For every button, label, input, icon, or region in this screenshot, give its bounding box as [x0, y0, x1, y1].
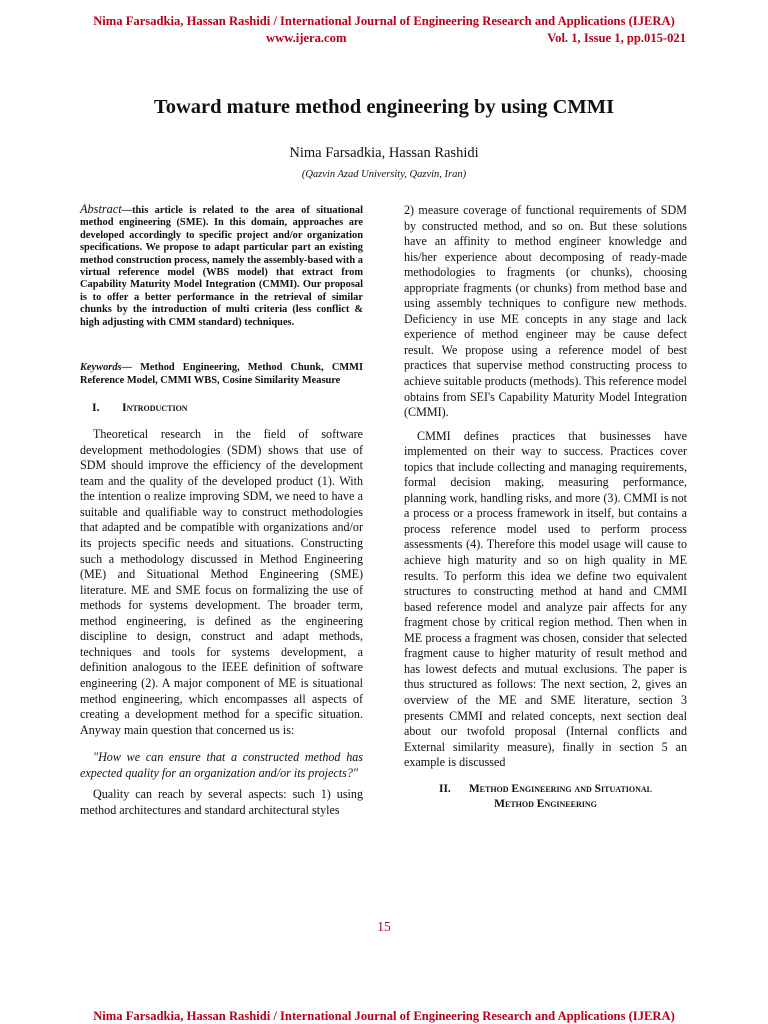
paper-title: Toward mature method engineering by using CMMI: [153, 96, 615, 118]
journal-website[interactable]: www.ijera.com: [266, 31, 347, 45]
right-paragraph-2: CMMI defines practices that businesses have implemented on their way to success. Practices cover topics that include collecting and managing requirements, formal decision making, measuring performance, planning work, handling risks, and more (3). CMMI is not a process or a process framework in itself, but contains a process reference model used to perform process assessments (4). Therefore this model usage will cause to achieve high maturity and so on high quality in ME results. To perform this idea we define two equivalent structures to constructing method at hand and CMMI based reference model and analyze pair affects for any fragment chose by critical region method. Then when in ME process a fragment was chosen, consider that selected fragment cause to higher maturity of result method and has lowest defects and mutual exclusions. The paper is thus structured as follows: The next section, 2, gives an overview of the ME and SME literature, section 3 presents CMMI and related concepts, next section deal about our twofold proposal (Internal conflicts and External similarity measure), finally in section 5 an example is discussed: [404, 428, 687, 770]
page-number: 15: [377, 919, 391, 934]
abstract: [80, 203, 363, 329]
right-column: [404, 203, 687, 812]
keywords-label: Keywords: [80, 362, 122, 374]
section-title-line-1: Method Engineering and Situational: [468, 782, 653, 795]
keywords: [80, 362, 363, 388]
paper-affiliation: (Qazvin Azad University, Qazvin, Iran): [301, 169, 467, 180]
abstract-text: this article is related to the area of situational method engineering (SME). In this domain, approaches are developed accordingly to specific project and/or organization specifications. We propose to adapt particular part an existing method construction process, namely the assembly-based with a virtual reference model (WBS model) that extract from Capability Maturity Model Integration (CMMI). Our proposal is to offer a better performance in the retrieval of similar chunks by the introduction of multi criteria (less conflict & high adjusting with CMM standard) techniques.: [80, 205, 363, 328]
keywords-text: Method Engineering, Method Chunk, CMMI Reference Model, CMMI WBS, Cosine Similarity Measure: [80, 362, 363, 386]
section-title-line-2: Method Engineering: [494, 797, 597, 810]
right-paragraph-1: 2) measure coverage of functional requirements of SDM by constructed method, and so on. But these solutions have an affinity to method engineer knowledge and his/her experience about decomposing of ready-made methodologies to fragments (or chunks), choosing appropriate fragments (or chunks) from method base and using assembly techniques to configure new methods. Deficiency in use ME concepts in any stage and lack experience of method engineer may be cause defect result. We propose using a reference model of best practices that supervise method constructing process to achieve suitable products (methods). This reference model obtains from SEI's Capability Maturity Model Integration (CMMI).: [404, 203, 687, 420]
section-number: I.: [92, 399, 100, 414]
research-question-quote: "How we can ensure that a constructed method has expected quality for an organization and/or its projects?": [80, 750, 363, 780]
intro-paragraph-1: Theoretical research in the field of software development methodologies (SDM) shows that use of SDM should improve the efficiency of the development team and the quality of the developed product (1). With the intention o realize improving SDM, we need to have a suitable and qualifiable way to construct methodologies that adapted and be compatible with organizations and/or its projects specific needs and situations. Constructing such a methodology discussed in Method Engineering (ME) and Situational Method Engineering (SME) literature. ME and SME focus on formalizing the use of methods for systems development. The broader term, method engineering, is defined as the engineering discipline to design, construct and adapt methods, techniques and tools for systems development, a definition analogous to the IEEE definition of software engineering (2). A major component of ME is situational method engineering, which encompasses all aspects of creating a development method for a specific situation. Anyway main question that concerned us is:: [80, 427, 363, 737]
abstract-label: Abstract: [80, 202, 122, 216]
journal-footer: Nima Farsadkia, Hassan Rashidi / International Journal of Engineering Research and Applications (IJERA): [93, 1009, 675, 1023]
section-heading-method-engineering: [404, 782, 687, 812]
section-title: Introduction: [122, 399, 188, 414]
intro-paragraph-2: Quality can reach by several aspects: such 1) using method architectures and standard architectural styles: [80, 787, 363, 817]
paper-authors: Nima Farsadkia, Hassan Rashidi: [289, 145, 479, 161]
journal-header: Nima Farsadkia, Hassan Rashidi / International Journal of Engineering Research and Applications (IJERA): [93, 14, 675, 28]
abstract-dash: —: [121, 205, 133, 216]
left-column: [80, 203, 363, 818]
section-number: II.: [438, 782, 451, 795]
section-heading-introduction: [80, 400, 363, 416]
journal-volume: Vol. 1, Issue 1, pp.015-021: [547, 31, 686, 45]
keywords-dash: —: [121, 362, 141, 374]
